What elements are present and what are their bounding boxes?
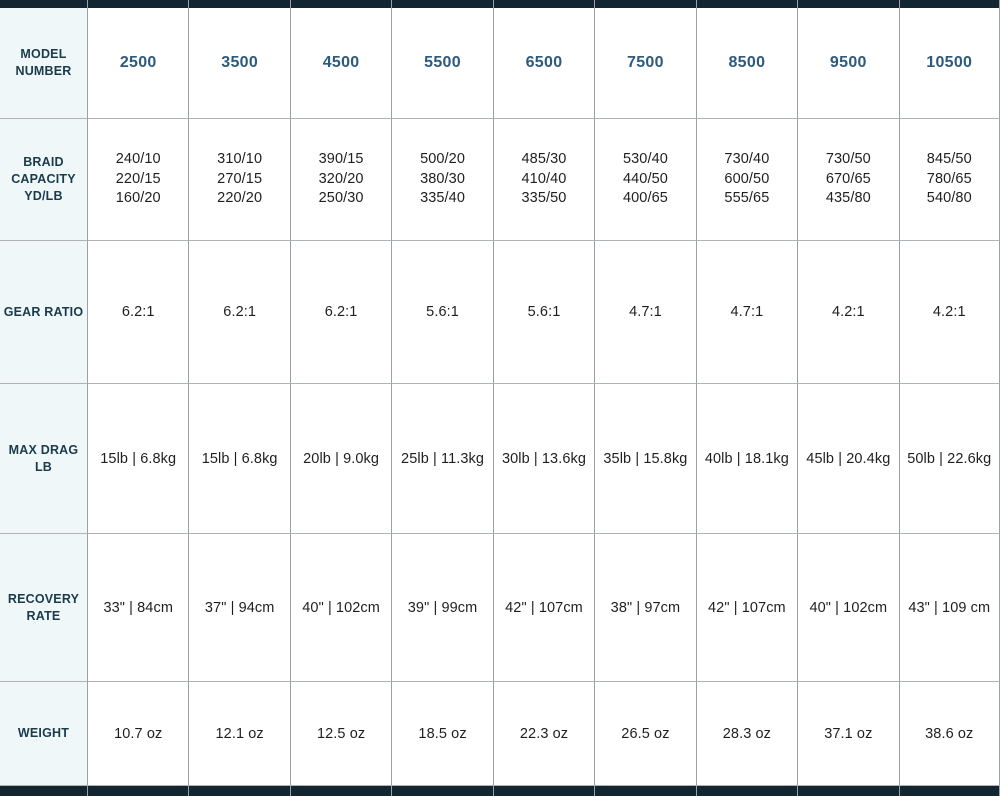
max-drag-6500: 30lb | 13.6kg <box>493 383 594 533</box>
braid-line: 390/15 <box>318 151 364 168</box>
weight-8500: 28.3 oz <box>696 681 797 785</box>
gear-ratio-6500: 5.6:1 <box>493 240 594 383</box>
gear-ratio-3500: 6.2:1 <box>188 240 289 383</box>
braid-line: 670/65 <box>825 170 871 187</box>
braid-line: 500/20 <box>420 151 466 168</box>
top-bar-segment <box>391 0 492 8</box>
max-drag-3500: 15lb | 6.8kg <box>188 383 289 533</box>
max-drag-5500: 25lb | 11.3kg <box>391 383 492 533</box>
braid-line: 335/50 <box>521 190 567 207</box>
weight-2500: 10.7 oz <box>87 681 188 785</box>
model-number-3500: 3500 <box>188 8 289 118</box>
model-number-4500: 4500 <box>290 8 391 118</box>
braid-line: 435/80 <box>825 190 871 207</box>
top-bar-segment <box>696 0 797 8</box>
bottom-bar-segment <box>899 785 1000 796</box>
recovery-rate-3500: 37" | 94cm <box>188 533 289 681</box>
recovery-rate-9500: 40" | 102cm <box>797 533 898 681</box>
recovery-rate-7500: 38" | 97cm <box>594 533 695 681</box>
bottom-bar-segment <box>594 785 695 796</box>
braid-capacity-6500 <box>493 118 594 240</box>
top-bar-segment <box>0 0 87 8</box>
max-drag-8500: 40lb | 18.1kg <box>696 383 797 533</box>
recovery-rate-4500: 40" | 102cm <box>290 533 391 681</box>
braid-line: 555/65 <box>724 190 770 207</box>
model-number-7500: 7500 <box>594 8 695 118</box>
max-drag-4500: 20lb | 9.0kg <box>290 383 391 533</box>
bottom-bar-segment <box>0 785 87 796</box>
top-bar-segment <box>899 0 1000 8</box>
model-number-2500: 2500 <box>87 8 188 118</box>
braid-capacity-8500 <box>696 118 797 240</box>
weight-4500: 12.5 oz <box>290 681 391 785</box>
braid-line: 540/80 <box>926 190 972 207</box>
recovery-rate-2500: 33" | 84cm <box>87 533 188 681</box>
braid-line: 440/50 <box>622 170 668 187</box>
braid-line: 220/15 <box>115 170 161 187</box>
bottom-bar-segment <box>391 785 492 796</box>
weight-10500: 38.6 oz <box>899 681 1000 785</box>
braid-line: 780/65 <box>926 170 972 187</box>
recovery-rate-10500: 43" | 109 cm <box>899 533 1000 681</box>
gear-ratio-10500: 4.2:1 <box>899 240 1000 383</box>
braid-capacity-2500 <box>87 118 188 240</box>
bottom-bar-segment <box>493 785 594 796</box>
braid-line: 270/15 <box>217 170 263 187</box>
top-bar-segment <box>594 0 695 8</box>
row-header-weight: WEIGHT <box>0 681 87 785</box>
gear-ratio-4500: 6.2:1 <box>290 240 391 383</box>
top-bar-segment <box>290 0 391 8</box>
braid-line: 380/30 <box>420 170 466 187</box>
braid-capacity-7500 <box>594 118 695 240</box>
gear-ratio-7500: 4.7:1 <box>594 240 695 383</box>
braid-line: 250/30 <box>318 190 364 207</box>
gear-ratio-5500: 5.6:1 <box>391 240 492 383</box>
braid-line: 400/65 <box>622 190 668 207</box>
max-drag-2500: 15lb | 6.8kg <box>87 383 188 533</box>
model-number-9500: 9500 <box>797 8 898 118</box>
weight-5500: 18.5 oz <box>391 681 492 785</box>
bottom-bar-segment <box>290 785 391 796</box>
bottom-bar-segment <box>188 785 289 796</box>
braid-line: 320/20 <box>318 170 364 187</box>
top-bar-segment <box>493 0 594 8</box>
model-number-8500: 8500 <box>696 8 797 118</box>
bottom-bar-segment <box>797 785 898 796</box>
model-number-6500: 6500 <box>493 8 594 118</box>
top-bar-segment <box>797 0 898 8</box>
top-bar-segment <box>87 0 188 8</box>
max-drag-10500: 50lb | 22.6kg <box>899 383 1000 533</box>
weight-9500: 37.1 oz <box>797 681 898 785</box>
braid-line: 530/40 <box>622 151 668 168</box>
recovery-rate-5500: 39" | 99cm <box>391 533 492 681</box>
model-number-5500: 5500 <box>391 8 492 118</box>
recovery-rate-6500: 42" | 107cm <box>493 533 594 681</box>
braid-line: 485/30 <box>521 151 567 168</box>
braid-line: 410/40 <box>521 170 567 187</box>
gear-ratio-9500: 4.2:1 <box>797 240 898 383</box>
braid-capacity-4500 <box>290 118 391 240</box>
weight-3500: 12.1 oz <box>188 681 289 785</box>
row-header-model-number: MODEL NUMBER <box>0 8 87 118</box>
row-header-recovery-rate: RECOVERY RATE <box>0 533 87 681</box>
braid-line: 335/40 <box>420 190 466 207</box>
gear-ratio-8500: 4.7:1 <box>696 240 797 383</box>
braid-line: 220/20 <box>217 190 263 207</box>
recovery-rate-8500: 42" | 107cm <box>696 533 797 681</box>
braid-capacity-10500 <box>899 118 1000 240</box>
braid-line: 730/50 <box>825 151 871 168</box>
bottom-bar-segment <box>696 785 797 796</box>
braid-line: 240/10 <box>115 151 161 168</box>
braid-line: 845/50 <box>926 151 972 168</box>
row-header-max-drag: MAX DRAG LB <box>0 383 87 533</box>
braid-capacity-3500 <box>188 118 289 240</box>
gear-ratio-2500: 6.2:1 <box>87 240 188 383</box>
top-bar-segment <box>188 0 289 8</box>
weight-7500: 26.5 oz <box>594 681 695 785</box>
max-drag-9500: 45lb | 20.4kg <box>797 383 898 533</box>
model-number-10500: 10500 <box>899 8 1000 118</box>
braid-capacity-9500 <box>797 118 898 240</box>
braid-line: 600/50 <box>724 170 770 187</box>
braid-line: 730/40 <box>724 151 770 168</box>
row-header-gear-ratio: GEAR RATIO <box>0 240 87 383</box>
max-drag-7500: 35lb | 15.8kg <box>594 383 695 533</box>
braid-capacity-5500 <box>391 118 492 240</box>
braid-line: 310/10 <box>217 151 263 168</box>
braid-line: 160/20 <box>115 190 161 207</box>
row-header-braid-capacity: BRAID CAPACITY YD/LB <box>0 118 87 240</box>
weight-6500: 22.3 oz <box>493 681 594 785</box>
bottom-bar-segment <box>87 785 188 796</box>
